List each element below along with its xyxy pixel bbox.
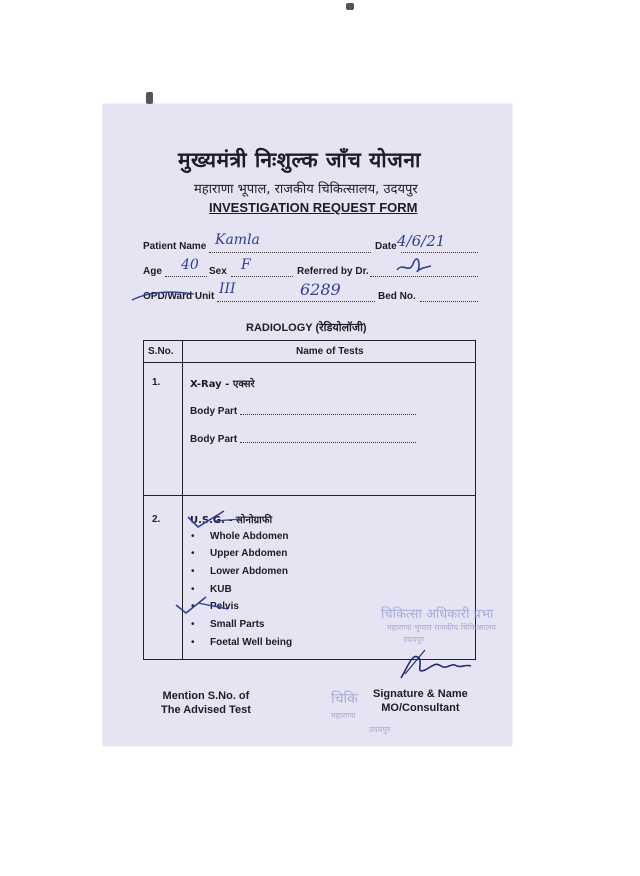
referring-doctor-signature-icon [393,252,433,278]
opd-ward-label: OPD/Ward Unit [143,291,215,302]
request-form-paper [103,104,512,746]
sex-line [231,276,293,277]
footer-signature-block [373,688,468,714]
radiology-heading: RADIOLOGY (रेडियोलॉजी) [246,322,367,334]
patient-name-value[interactable]: Kamla [215,232,260,248]
footer-left-line-2: The Advised Test [161,704,251,716]
form-heading: INVESTIGATION REQUEST FORM [209,200,418,215]
consultant-signature-icon [395,644,475,684]
usg-option-upper-abdomen[interactable]: • Upper Abdomen [210,548,287,559]
age-value[interactable]: 40 [181,257,199,273]
xray-body-part-line-2[interactable] [240,442,416,443]
xray-test-label: X-Ray - एक्सरे [190,379,255,390]
hospital-name: महाराणा भूपाल, राजकीय चिकित्सालय, उदयपुर [194,182,418,197]
referred-by-label: Referred by Dr. [297,266,369,277]
pelvis-tick-mark-icon [172,591,232,617]
footer-right-line-1: Signature & Name [373,688,468,700]
usg-test-label: U.S.G. - सोनोग्राफी [190,515,273,526]
usg-option-small-parts[interactable]: • Small Parts [210,619,264,630]
stamp-mark: महाराणा [331,711,356,720]
stamp-mark: उदयपुर [403,635,425,644]
usg-option-lower-abdomen[interactable]: • Lower Abdomen [210,566,288,577]
opd-ward-line [217,301,375,302]
sex-label: Sex [209,266,227,277]
sex-value[interactable]: F [241,257,251,273]
table-row-divider [144,495,475,496]
table-header-divider [144,362,475,363]
stamp-mark: चिकि [331,691,358,707]
date-label: Date [375,241,397,252]
footer-right-line-2: MO/Consultant [381,702,460,714]
patient-name-label: Patient Name [143,241,207,252]
patient-name-line [209,252,371,253]
date-value[interactable]: 4/6/21 [397,232,446,250]
footer-left-line-1: Mention S.No. of [162,690,250,702]
xray-body-part-label-1: Body Part [190,406,238,417]
scan-speck [346,3,354,10]
stamp-mark: चिकित्सा अधिकारी प्रभा [381,607,494,622]
usg-tick-mark-icon [184,505,244,531]
age-line [165,276,207,277]
sno-header: S.No. [148,346,174,357]
row-usg-sno: 2. [152,514,161,525]
usg-option-foetal-well-being[interactable]: • Foetal Well being [210,637,292,648]
xray-body-part-label-2: Body Part [190,434,238,445]
opd-strike-mark [128,280,198,306]
form-title-hindi: मुख्यमंत्री निःशुल्क जाँच योजना [178,148,421,172]
stamp-mark: महाराणा भूपाल राजकीय चिकित्सालय [387,623,496,632]
bed-no-label: Bed No. [378,291,416,302]
age-label: Age [143,266,162,277]
usg-option-pelvis[interactable]: • Pelvis [210,601,239,612]
usg-option-kub[interactable]: • KUB [210,584,232,595]
xray-body-part-line-1[interactable] [240,414,416,415]
usg-option-whole-abdomen[interactable]: • Whole Abdomen [210,531,289,542]
opd-number-value[interactable]: 6289 [300,280,341,299]
stamp-mark: उदयपुर [369,725,391,734]
tests-header: Name of Tests [296,346,364,357]
opd-ward-value[interactable]: III [219,281,236,297]
scan-speck [146,92,153,104]
bed-no-line [420,301,478,302]
row-xray-sno: 1. [152,377,161,388]
footer-mention-sno [161,690,251,716]
